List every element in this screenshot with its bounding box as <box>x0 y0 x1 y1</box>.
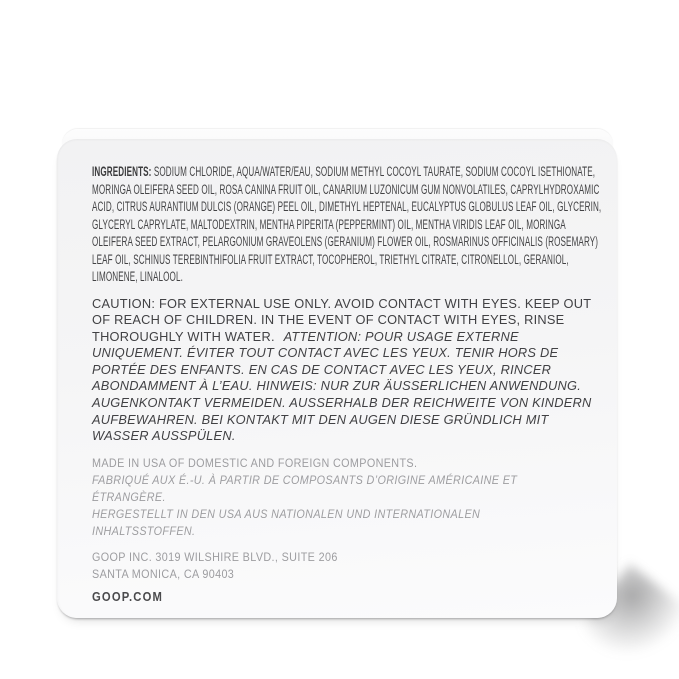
company-address <box>92 549 560 584</box>
ingredients-text <box>92 163 608 286</box>
product-box-back-panel <box>57 139 617 618</box>
caution-french: ATTENTION: POUR USAGE EXTERNE UNIQUEMENT. ÉVITER TOUT CONTACT AVEC LES YEUX. TENIR HORS DE PORTÉE DES ENFANTS. EN CAS DE CONTACT AVEC LES YEUX, RINCER ABONDAMMENT À L’EAU. <box>92 328 559 394</box>
origin-text <box>92 455 560 540</box>
website-url: GOOP.COM <box>92 589 164 604</box>
origin-french: FABRIQUÉ AUX É.-U. À PARTIR DE COMPOSANTS D’ORIGINE AMÉRICAINE ET ÉTRANGÈRE. <box>92 472 518 504</box>
caution-english: CAUTION: FOR EXTERNAL USE ONLY. AVOID CONTACT WITH EYES. KEEP OUT OF REACH OF CHILDREN. IN THE EVENT OF CONTACT WITH EYES, RINSE THOROUGHLY WITH WATER. <box>92 295 592 344</box>
ingredients-label: INGREDIENTS: <box>92 164 152 179</box>
caution-german: HINWEIS: NUR ZUR ÄUSSERLICHEN ANWENDUNG. AUGENKONTAKT VERMEIDEN. AUSSERHALB DER REICHWEITE VON KINDERN AUFBEWAHREN. BEI KONTAKT MIT DEN AUGEN DIESE GRÜNDLICH MIT WASSER AUSSPÜLEN. <box>92 378 592 444</box>
address-line1: GOOP INC. 3019 WILSHIRE BLVD., SUITE 206 <box>92 549 338 564</box>
origin-english: MADE IN USA OF DOMESTIC AND FOREIGN COMPONENTS. <box>92 455 418 470</box>
caution-text <box>92 296 607 445</box>
ingredients-list: SODIUM CHLORIDE, AQUA/WATER/EAU, SODIUM METHYL COCOYL TAURATE, SODIUM COCOYL ISETHIONATE, MORINGA OLEIFERA SEED OIL, ROSA CANINA FRUIT OIL, CANARIUM LUZONICUM GUM NONVOLATILES, CAPRYLHYDROXAMIC ACID, CITRUS AURANTIUM DULCIS (ORANGE) PEEL OIL, DIMETHYL HEPTENAL, EUCALYPTUS GLOBULUS LEAF OIL, GLYCERIN, GLYCERYL CAPRYLATE, MALTODEXTRIN, MENTHA PIPERITA (PEPPERMINT) OIL, MENTHA VIRIDIS LEAF OIL, MORINGA OLEIFERA SEED EXTRACT, PELARGONIUM GRAVEOLENS (GERANIUM) FLOWER OIL, ROSMARINUS OFFICINALIS (ROSEMARY) LEAF OIL, SCHINUS TEREBINTHIFOLIA FRUIT EXTRACT, TOCOPHEROL, TRIETHYL CITRATE, CITRONELLOL, GERANIOL, LIMONENE, LINALOOL. <box>92 164 602 284</box>
address-line2: SANTA MONICA, CA 90403 <box>92 567 235 582</box>
manufacturer-info <box>92 455 560 606</box>
origin-german: HERGESTELLT IN DEN USA AUS NATIONALEN UND INTERNATIONALEN INHALTSSTOFFEN. <box>92 506 481 538</box>
